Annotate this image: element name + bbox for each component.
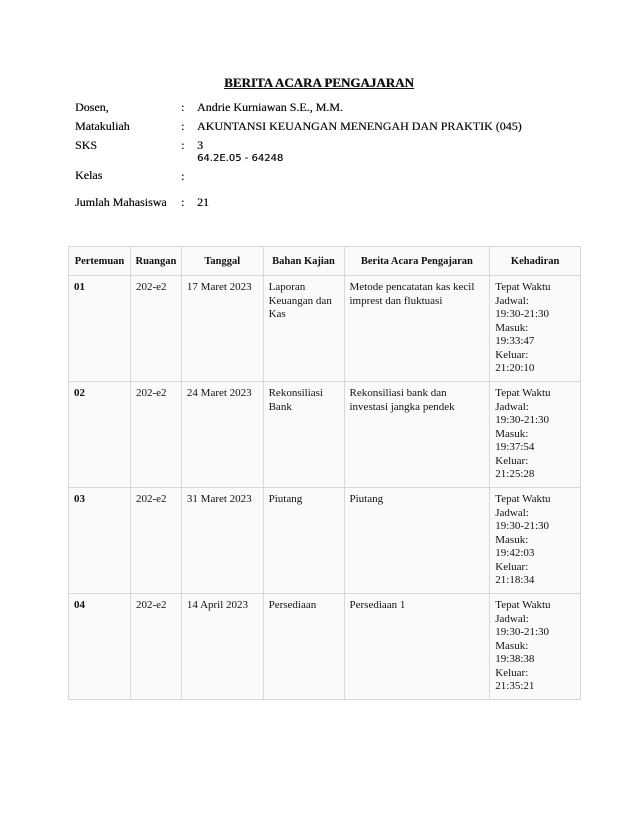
schedule-time: 19:30-21:30 bbox=[495, 308, 550, 320]
date-cell: 24 Maret 2023 bbox=[181, 382, 263, 488]
check-out-time: 21:20:10 bbox=[495, 362, 535, 374]
column-header-report: Berita Acara Pengajaran bbox=[344, 247, 490, 276]
schedule-label: Jadwal: bbox=[495, 400, 529, 413]
check-in-label: Masuk: bbox=[495, 639, 529, 652]
info-separator: : bbox=[181, 169, 185, 183]
column-header-meeting: Pertemuan bbox=[69, 247, 131, 276]
column-header-attendance: Kehadiran bbox=[490, 247, 581, 276]
table-header-row bbox=[69, 247, 581, 276]
check-in-label: Masuk: bbox=[495, 321, 529, 334]
report-cell: Piutang bbox=[344, 488, 490, 594]
schedule-time: 19:30-21:30 bbox=[495, 626, 550, 638]
check-out-label: Keluar: bbox=[495, 454, 529, 467]
info-label: SKS bbox=[75, 138, 98, 152]
meeting-number: 04 bbox=[69, 594, 131, 700]
schedule-label: Jadwal: bbox=[495, 506, 529, 519]
info-separator: : bbox=[181, 138, 185, 152]
meeting-number: 01 bbox=[69, 276, 131, 382]
topic-cell: Laporan Keuangan dan Kas bbox=[263, 276, 344, 382]
info-value-credits: 3 bbox=[197, 138, 203, 152]
info-value-students: 21 bbox=[197, 195, 209, 209]
check-in-label: Masuk: bbox=[495, 427, 529, 440]
attendance-status: Tepat Waktu bbox=[495, 493, 551, 505]
attendance-cell bbox=[490, 276, 581, 382]
teaching-record-table bbox=[68, 246, 581, 700]
document-title: BERITA ACARA PENGAJARAN bbox=[224, 75, 414, 90]
attendance-status: Tepat Waktu bbox=[495, 387, 551, 399]
check-out-label: Keluar: bbox=[495, 666, 529, 679]
date-cell: 14 April 2023 bbox=[181, 594, 263, 700]
info-label: Kelas bbox=[75, 168, 103, 182]
info-value-course: AKUNTANSI KEUANGAN MENENGAH DAN PRAKTIK (045) bbox=[197, 119, 522, 133]
attendance-cell bbox=[490, 382, 581, 488]
table-row bbox=[69, 382, 581, 488]
check-out-time: 21:35:21 bbox=[495, 680, 535, 692]
table-row bbox=[69, 594, 581, 700]
schedule-time: 19:30-21:30 bbox=[495, 520, 550, 532]
room-cell: 202-e2 bbox=[130, 488, 181, 594]
schedule-label: Jadwal: bbox=[495, 294, 529, 307]
info-label: Matakuliah bbox=[75, 119, 130, 133]
table-row bbox=[69, 276, 581, 382]
info-value-class: 64.2E.05 - 64248 bbox=[197, 153, 284, 164]
column-header-room: Ruangan bbox=[130, 247, 181, 276]
meeting-number: 03 bbox=[69, 488, 131, 594]
info-label: Jumlah Mahasiswa bbox=[75, 195, 167, 209]
schedule-label: Jadwal: bbox=[495, 612, 529, 625]
check-out-time: 21:18:34 bbox=[495, 574, 535, 586]
topic-cell: Piutang bbox=[263, 488, 344, 594]
room-cell: 202-e2 bbox=[130, 594, 181, 700]
meeting-number: 02 bbox=[69, 382, 131, 488]
report-cell: Metode pencatatan kas kecil imprest dan fluktuasi bbox=[344, 276, 490, 382]
info-separator: : bbox=[181, 100, 185, 114]
report-cell: Persediaan 1 bbox=[344, 594, 490, 700]
report-cell: Rekonsiliasi bank dan investasi jangka pendek bbox=[344, 382, 490, 488]
column-header-topic: Bahan Kajian bbox=[263, 247, 344, 276]
attendance-status: Tepat Waktu bbox=[495, 281, 551, 293]
check-out-label: Keluar: bbox=[495, 348, 529, 361]
check-in-time: 19:38:38 bbox=[495, 653, 535, 665]
room-cell: 202-e2 bbox=[130, 276, 181, 382]
info-label: Dosen, bbox=[75, 100, 109, 114]
info-separator: : bbox=[181, 195, 185, 209]
check-in-label: Masuk: bbox=[495, 533, 529, 546]
attendance-status: Tepat Waktu bbox=[495, 599, 551, 611]
info-separator: : bbox=[181, 119, 185, 133]
topic-cell: Rekonsiliasi Bank bbox=[263, 382, 344, 488]
check-in-time: 19:33:47 bbox=[495, 335, 535, 347]
attendance-cell bbox=[490, 594, 581, 700]
attendance-cell bbox=[490, 488, 581, 594]
check-in-time: 19:37:54 bbox=[495, 441, 535, 453]
room-cell: 202-e2 bbox=[130, 382, 181, 488]
table-row bbox=[69, 488, 581, 594]
check-out-label: Keluar: bbox=[495, 560, 529, 573]
check-out-time: 21:25:28 bbox=[495, 468, 535, 480]
schedule-time: 19:30-21:30 bbox=[495, 414, 550, 426]
info-value-lecturer: Andrie Kurniawan S.E., M.M. bbox=[197, 100, 343, 114]
column-header-date: Tanggal bbox=[181, 247, 263, 276]
date-cell: 17 Maret 2023 bbox=[181, 276, 263, 382]
check-in-time: 19:42:03 bbox=[495, 547, 535, 559]
topic-cell: Persediaan bbox=[263, 594, 344, 700]
date-cell: 31 Maret 2023 bbox=[181, 488, 263, 594]
